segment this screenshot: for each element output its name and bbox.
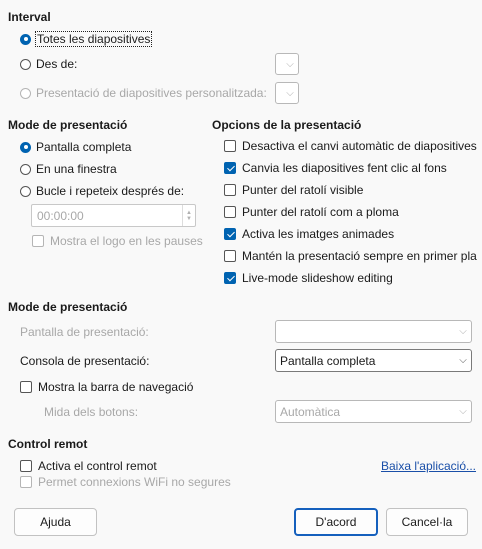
radio-indicator[interactable]: [20, 142, 31, 153]
show-nav-bar-label: Mostra la barra de navegació: [38, 380, 194, 394]
checkbox-indicator[interactable]: [224, 184, 236, 196]
all-slides-radio[interactable]: [20, 32, 151, 46]
option-checkbox[interactable]: [224, 249, 477, 263]
option-checkbox[interactable]: [224, 271, 393, 285]
remote-heading: Control remot: [8, 437, 88, 451]
option-checkbox[interactable]: [224, 139, 477, 153]
chevron-down-icon: ⌵: [459, 355, 467, 366]
fullscreen-radio[interactable]: [20, 140, 131, 154]
insecure-wifi-checkbox[interactable]: [20, 475, 231, 489]
ok-button[interactable]: D'acord: [294, 508, 378, 536]
spinner-buttons[interactable]: [182, 205, 195, 226]
window-radio[interactable]: [20, 162, 117, 176]
checkbox-indicator[interactable]: [32, 235, 44, 247]
checkbox-indicator[interactable]: [20, 460, 32, 472]
option-label: Mantén la presentació sempre en primer pla: [242, 249, 477, 263]
presenter-console-label: Consola de presentació:: [20, 354, 150, 368]
show-nav-bar-checkbox[interactable]: [20, 380, 193, 394]
insecure-wifi-label: Permet connexions WiFi no segures: [38, 475, 231, 489]
presentation-display-select[interactable]: [275, 320, 472, 343]
options-heading: Opcions de la presentació: [212, 118, 362, 132]
option-label: Live-mode slideshow editing: [242, 271, 393, 285]
checkbox-checked-indicator[interactable]: [224, 162, 236, 174]
option-label: Activa les imatges animades: [242, 227, 395, 241]
option-label: Desactiva el canvi automàtic de diapositives: [242, 139, 477, 153]
chevron-down-icon[interactable]: ▼: [186, 215, 192, 222]
from-slide-radio[interactable]: [20, 57, 77, 71]
presentation-display-label: Pantalla de presentació:: [20, 325, 149, 339]
button-size-value: Automàtica: [280, 404, 341, 419]
option-checkbox[interactable]: [224, 205, 399, 219]
presenter-console-value: Pantalla completa: [280, 353, 376, 368]
chevron-down-icon: ⌵: [459, 326, 467, 337]
option-label: Canvia les diapositives fent clic al fons: [242, 161, 447, 175]
display-heading: Mode de presentació: [8, 300, 128, 314]
chevron-down-icon: ⌵: [286, 58, 294, 70]
from-slide-label: Des de:: [36, 57, 78, 71]
option-label: Punter del ratolí visible: [242, 183, 364, 197]
all-slides-label: Totes les diapositives: [37, 32, 151, 46]
checkbox-indicator[interactable]: [224, 250, 236, 262]
enable-remote-checkbox[interactable]: [20, 459, 157, 473]
checkbox-indicator[interactable]: [20, 381, 32, 393]
from-slide-select[interactable]: [275, 53, 299, 75]
custom-show-select[interactable]: [275, 82, 299, 104]
checkbox-indicator[interactable]: [224, 206, 236, 218]
show-logo-label: Mostra el logo en les pauses: [50, 234, 203, 248]
button-size-label: Mida dels botons:: [44, 405, 139, 419]
checkbox-checked-indicator[interactable]: [224, 228, 236, 240]
fullscreen-label: Pantalla completa: [36, 140, 132, 154]
radio-indicator[interactable]: [20, 34, 31, 45]
window-label: En una finestra: [36, 162, 117, 176]
option-checkbox[interactable]: [224, 227, 394, 241]
pause-time-spinner[interactable]: [31, 204, 196, 227]
custom-show-label: Presentació de diapositives personalitzada:: [36, 86, 267, 100]
radio-indicator[interactable]: [20, 186, 31, 197]
radio-indicator[interactable]: [20, 59, 31, 70]
loop-radio[interactable]: [20, 184, 184, 198]
checkbox-checked-indicator[interactable]: [224, 272, 236, 284]
enable-remote-label: Activa el control remot: [38, 459, 157, 473]
custom-show-radio[interactable]: [20, 86, 267, 100]
button-size-select[interactable]: [275, 400, 472, 423]
help-button[interactable]: Ajuda: [14, 508, 97, 536]
interval-heading: Interval: [8, 10, 51, 24]
chevron-down-icon: ⌵: [459, 406, 467, 417]
radio-indicator[interactable]: [20, 88, 31, 99]
option-label: Punter del ratolí com a ploma: [242, 205, 399, 219]
presenter-console-select[interactable]: [275, 349, 472, 372]
checkbox-indicator[interactable]: [20, 476, 32, 488]
option-checkbox[interactable]: [224, 183, 363, 197]
presentation-mode-heading: Mode de presentació: [8, 118, 128, 132]
checkbox-indicator[interactable]: [224, 140, 236, 152]
show-logo-checkbox[interactable]: [32, 234, 203, 248]
pause-time-value: 00:00:00: [37, 208, 84, 223]
download-app-link[interactable]: Baixa l'aplicació...: [381, 459, 477, 473]
chevron-up-icon[interactable]: ▲: [186, 209, 192, 216]
loop-label: Bucle i repeteix després de:: [36, 184, 185, 198]
cancel-button[interactable]: Cancel·la: [386, 508, 468, 536]
radio-indicator[interactable]: [20, 164, 31, 175]
option-checkbox[interactable]: [224, 161, 447, 175]
chevron-down-icon: ⌵: [286, 87, 294, 99]
